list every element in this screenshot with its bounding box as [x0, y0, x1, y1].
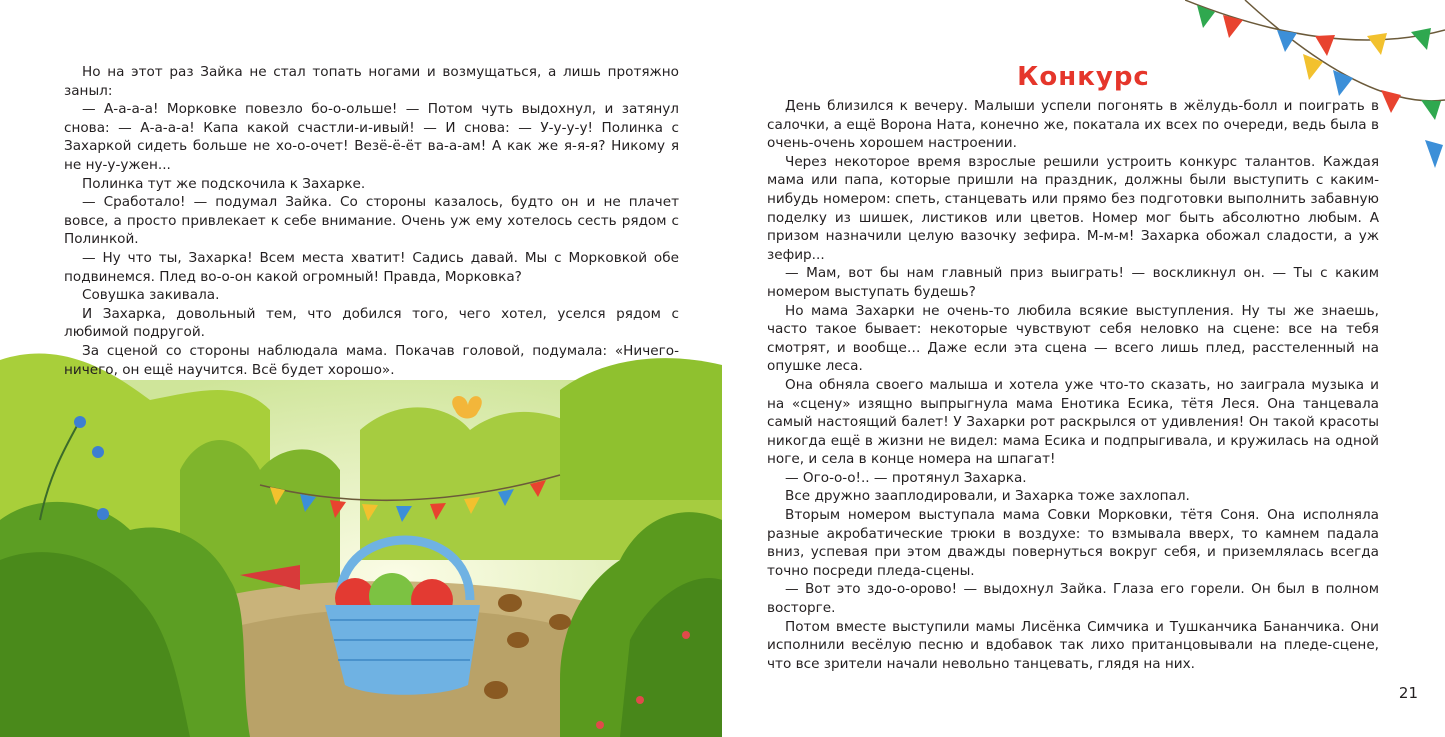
paragraph: Она обняла своего малыша и хотела уже что-то сказать, но заиграла музыка и на «сцену» изящно выпрыгнула мама Енотика Есика, тётя Леся. Она танцевала самый настоящий балет! У Захарки рот раскрылся от удивления! Он такой красоты никогда ещё в жизни не видел: мама Есика и подпрыгивала, и кружилась на одной ноге, и села в конце номера на шпагат!	[767, 376, 1379, 468]
paragraph: — Вот это здо-о-орово! — выдохнул Зайка. Глаза его горели. Он был в полном восторге.	[767, 581, 1379, 617]
paragraph: Все дружно зааплодировали, и Захарка тоже захлопал.	[785, 488, 1190, 505]
paragraph: Но на этот раз Зайка не стал топать ногами и возмущаться, а лишь протяжно заныл:	[64, 64, 679, 99]
paragraph: — Ну что ты, Захарка! Всем места хватит! Садись давай. Мы с Морковкой обе подвинемся. Плед во-о-он какой огромный! Правда, Морковка?	[64, 249, 679, 285]
right-page-text	[767, 97, 1379, 673]
paragraph: — Мам, вот бы нам главный приз выиграть! — воскликнул он. — Ты с каким номером выступать будешь?	[767, 265, 1379, 300]
paragraph: — А-а-а-а! Морковке повезло бо-о-ольше! — Потом чуть выдохнул, и затянул снова: — А-а-а-а! Капа какой счастли-и-ивый! — И снова: — У-у-у-у! Полинка с Захаркой сидеть больше не хо-о-очет! Везё-ё-ёт ва-а-ам! А как же я-я-я? Никому я не ну-у-ужен...	[64, 101, 679, 173]
paragraph: Через некоторое время взрослые решили устроить конкурс талантов. Каждая мама или папа, которые пришли на праздник, должны были выступить с каким-нибудь номером: спеть, станцевать или прямо без подготовки выполнить забавную поделку из шишек, листиков или цветов. Номер мог быть абсолютно любым. А призом назначили целую вазочку зефира. М-м-м! Захарка обожал сладости, а уж зефир...	[767, 153, 1379, 263]
left-page-text	[64, 63, 679, 379]
paragraph: День близился к вечеру. Малыши успели погонять в жёлудь-болл и поиграть в салочки, а ещё Ворона Ната, конечно же, покатала их всех по очереди, ведь была в очень-очень хорошем настроении.	[767, 98, 1379, 152]
left-page	[0, 0, 722, 737]
chapter-title: Конкурс	[1017, 62, 1150, 92]
paragraph: — Ого-о-о!.. — протянул Захарка.	[785, 469, 1027, 486]
paragraph: Полинка тут же подскочила к Захарке.	[82, 175, 366, 192]
page-number: 21	[1398, 684, 1418, 702]
paragraph: Потом вместе выступили мамы Лисёнка Симчика и Тушканчика Бананчика. Они исполнили весёлую песню и вдобавок так лихо пританцовывали на пледе-сцене, что все зрители начали невольно танцевать, глядя на них.	[767, 618, 1379, 672]
paragraph: И Захарка, довольный тем, что добился того, чего хотел, уселся рядом с любимой подругой.	[64, 305, 679, 341]
paragraph: Но мама Захарки не очень-то любила всякие выступления. Ну ты же знаешь, часто такое бывает: некоторые чувствуют себя неловко на сцене: все на тебя смотрят, и вообще… Даже если эта сцена — всего лишь плед, расстеленный на опушке леса.	[767, 302, 1379, 375]
right-page	[722, 0, 1445, 737]
paragraph: Вторым номером выступала мама Совки Морковки, тётя Соня. Она исполняла разные акробатические трюки в воздухе: то взмывала вверх, то камнем падала вниз, успевая при этом дважды повернуться вокруг себя, и приземлялась всегда точно посреди пледа-сцены.	[767, 507, 1379, 579]
paragraph: — Сработало! — подумал Зайка. Со стороны казалось, будто он и не плачет вовсе, а просто привлекает к себе внимание. Очень уж ему хотелось сесть рядом с Полинкой.	[64, 194, 679, 248]
paragraph: Совушка закивала.	[82, 287, 220, 304]
paragraph: За сценой со стороны наблюдала мама. Покачав головой, подумала: «Ничего-ничего, он ещё научится. Всё будет хорошо».	[64, 342, 679, 378]
